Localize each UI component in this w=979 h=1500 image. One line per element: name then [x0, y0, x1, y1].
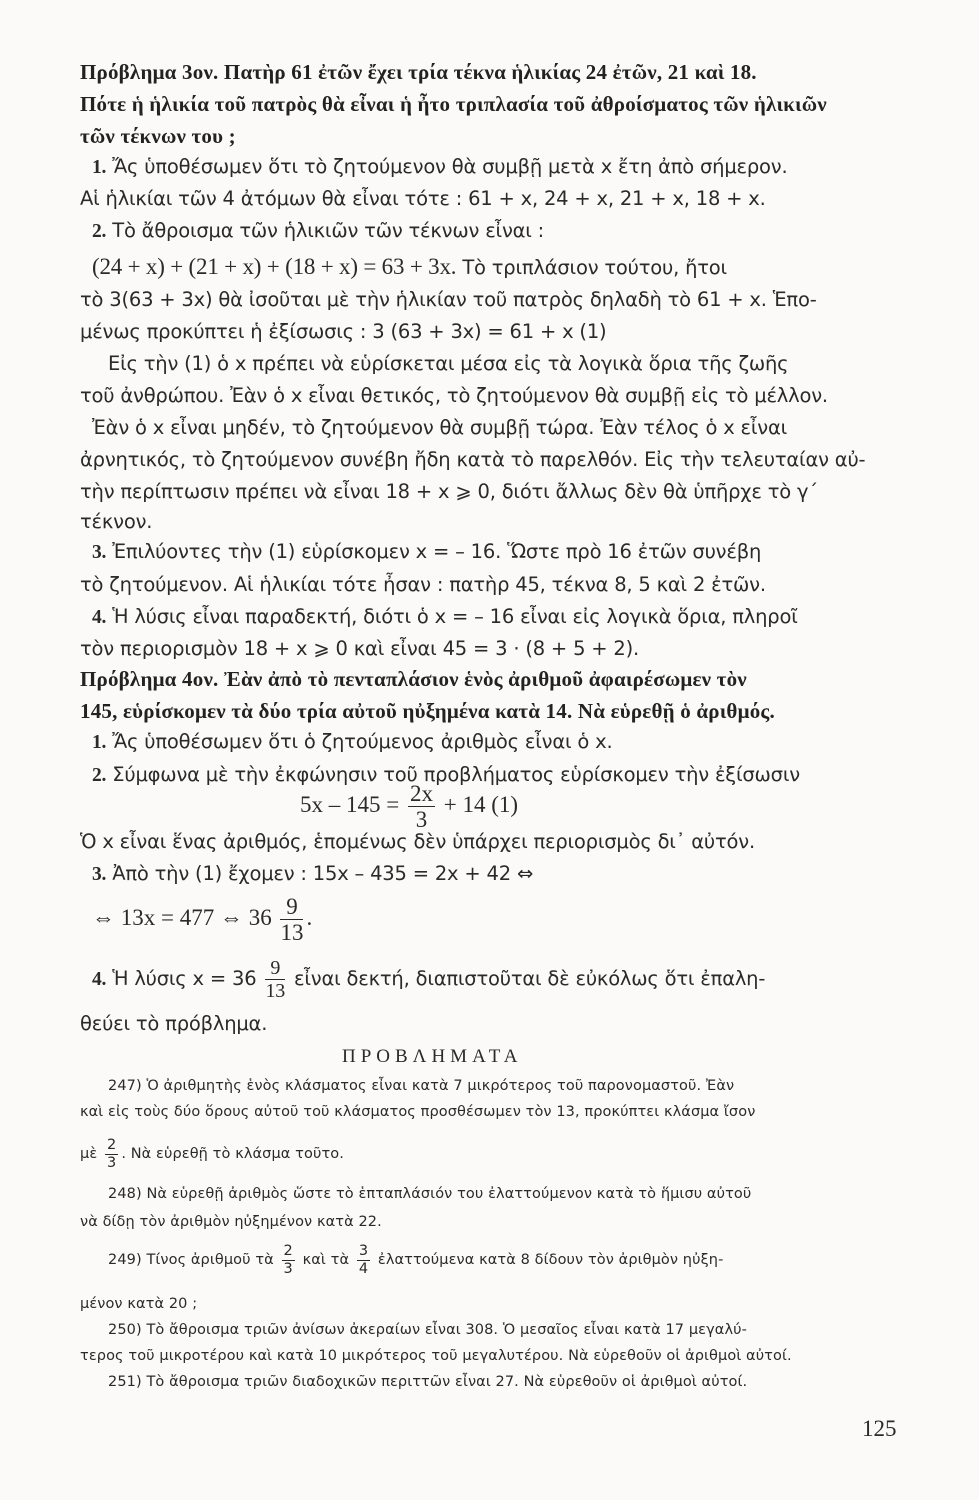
problem4-step4-line2: θεύει τὸ πρόβλημα. — [80, 1012, 268, 1035]
problem4-step2-line2: Ὁ x εἶναι ἕνας ἀριθμός, ἑπομένως δὲν ὑπάρχει περιορισμὸς δι᾽ αὐτόν. — [80, 830, 755, 853]
step-number: 1. — [92, 157, 107, 178]
fraction-numerator: 9 — [280, 895, 303, 920]
exercise-247-line2: καὶ εἰς τοὺς δύο ὅρους αὐτοῦ τοῦ κλάσματος προσθέσωμεν τὸν 13, προκύπτει κλάσμα ἴσον — [80, 1104, 756, 1120]
equation-right: + 14 (1) — [443, 791, 519, 817]
exercise-248-line1: 248) Νὰ εὑρεθῇ ἀριθμὸς ὥστε τὸ ἑπταπλάσιόν του ἐλαττούμενον κατὰ τὸ ἥμισυ αὐτοῦ — [108, 1186, 752, 1202]
problem3-step3-line1 — [92, 540, 761, 564]
problem3-step2-line6: τοῦ ἀνθρώπου. Ἐὰν ὁ x εἶναι θετικός, τὸ ζητούμενον θὰ συμβῇ εἰς τὸ μέλλον. — [80, 384, 828, 407]
exercise-247-line3 — [80, 1138, 344, 1170]
step-number: 4. — [92, 969, 107, 990]
step-text: Ἡ λύσις x = 36 — [112, 967, 257, 990]
fraction — [105, 1138, 118, 1170]
problem4-equation1 — [300, 782, 518, 831]
fraction-denominator: 3 — [415, 807, 428, 832]
problem3-step3-line2: τὸ ζητούμενον. Αἱ ἡλικίαι τότε ἦσαν : πατὴρ 45, τέκνα 8, 5 καὶ 2 ἐτῶν. — [80, 573, 766, 596]
step-number: 4. — [92, 607, 107, 628]
step-number: 2. — [92, 221, 107, 242]
step-text: Τὸ ἄθροισμα τῶν ἡλικιῶν τῶν τέκνων εἶναι : — [112, 219, 545, 242]
step-text: Ἐπιλύοντες τὴν (1) εὑρίσκομεν x = – 16. Ὥστε πρὸ 16 ἐτῶν συνέβη — [112, 540, 762, 563]
fraction-denominator: 4 — [358, 1260, 369, 1277]
problem3-step2-line9: τὴν περίπτωσιν πρέπει νὰ εἶναι 18 + x ⩾ 0, διότι ἄλλως δὲν θὰ ὑπῆρχε τὸ γ΄ — [80, 480, 818, 503]
fraction-denominator: 3 — [283, 1260, 293, 1277]
page-number: 125 — [862, 1416, 897, 1441]
problem4-step4-line1 — [92, 958, 765, 1001]
fraction-denominator: 3 — [106, 1154, 117, 1171]
equation-left: ⇔ 13x = 477 ⇔ 36 — [92, 904, 272, 930]
step-text: Ἡ λύσις εἶναι παραδεκτή, διότι ὁ x = – 16 εἶναι εἰς λογικὰ ὅρια, πληροῖ — [112, 605, 798, 628]
equation-left: 5x – 145 = — [300, 791, 400, 817]
exercise-text: 249) Τίνος ἀριθμοῦ τὰ — [108, 1252, 274, 1268]
fraction — [282, 1244, 295, 1276]
exercise-250-line1: 250) Τὸ ἄθροισμα τριῶν ἀνίσων ἀκεραίων εἶναι 308. Ὁ μεσαῖος εἶναι κατὰ 17 μεγαλύ- — [108, 1322, 747, 1338]
equation-end: . — [306, 904, 313, 930]
fraction — [280, 895, 303, 944]
exercises-heading: ΠΡΟΒΛΗΜΑΤΑ — [342, 1046, 523, 1067]
problem3-step1-line1 — [92, 155, 787, 179]
problem4-equation2 — [92, 895, 312, 944]
problem4-step1-line1 — [92, 730, 612, 754]
exercise-250-line2: τερος τοῦ μικροτέρου καὶ κατὰ 10 μικρότερος τοῦ μεγαλυτέρου. Νὰ εὑρεθοῦν οἱ ἀριθμοὶ αὐτοί. — [80, 1348, 792, 1364]
step-number: 2. — [92, 765, 107, 786]
problem3-step2-line4: μένως προκύπτει ἡ ἐξίσωσις : 3 (63 + 3x) = 61 + x (1) — [80, 320, 607, 343]
problem3-step2-line5: Εἰς τὴν (1) ὁ x πρέπει νὰ εὑρίσκεται μέσα εἰς τὰ λογικὰ ὅρια τῆς ζωῆς — [108, 352, 789, 375]
fraction-numerator: 2 — [283, 1243, 293, 1259]
step-text: εἶναι δεκτή, διαπιστοῦται δὲ εὐκόλως ὅτι ἐπαλη- — [294, 967, 766, 990]
exercise-text: μὲ — [80, 1146, 98, 1162]
problem4-title-line2: 145, εὑρίσκομεν τὰ δύο τρία αὐτοῦ ηὐξημένα κατὰ 14. Νὰ εὑρεθῇ ὁ ἀριθμός. — [80, 699, 775, 723]
fraction-denominator: 13 — [265, 980, 286, 1002]
step-text: Ἀπὸ τὴν (1) ἔχομεν : 15x – 435 = 2x + 42 ⇔ — [112, 862, 534, 885]
exercise-text: καὶ τὰ — [302, 1252, 350, 1268]
problem3-step2-line1 — [92, 219, 544, 243]
step-text: Σύμφωνα μὲ τὴν ἐκφώνησιν τοῦ προβλήματος εὑρίσκομεν τὴν ἐξίσωσιν — [112, 763, 800, 786]
problem3-step2-line3: τὸ 3(63 + 3x) θὰ ἰσοῦται μὲ τὴν ἡλικίαν τοῦ πατρὸς δηλαδὴ τὸ 61 + x. Ἑπο- — [80, 288, 817, 311]
step-text: Ἄς ὑποθέσωμεν ὅτι ὁ ζητούμενος ἀριθμὸς εἶναι ὁ x. — [112, 730, 613, 753]
fraction-numerator: 9 — [265, 958, 285, 980]
fraction — [357, 1244, 370, 1276]
step-number: 1. — [92, 732, 107, 753]
fraction — [265, 958, 285, 1001]
problem3-step2-line7: Ἐὰν ὁ x εἶναι μηδέν, τὸ ζητούμενον θὰ συμβῇ τώρα. Ἐὰν τέλος ὁ x εἶναι — [92, 416, 788, 439]
exercise-text: . Νὰ εὑρεθῇ τὸ κλάσμα τοῦτο. — [121, 1146, 344, 1162]
step-number: 3. — [92, 542, 107, 563]
exercise-251-line1: 251) Τὸ ἄθροισμα τριῶν διαδοχικῶν περιττῶν εἶναι 27. Νὰ εὑρεθοῦν οἱ ἀριθμοὶ αὐτοί. — [108, 1374, 748, 1390]
step-text: Ἄς ὑποθέσωμεν ὅτι τὸ ζητούμενον θὰ συμβῇ μετὰ x ἔτη ἀπὸ σήμερον. — [112, 155, 788, 178]
problem3-step4-line2: τὸν περιορισμὸν 18 + x ⩾ 0 καὶ εἶναι 45 = 3 · (8 + 5 + 2). — [80, 637, 640, 660]
problem3-title-line2: Πότε ἡ ἡλικία τοῦ πατρὸς θὰ εἶναι ἡ ἦτο τριπλασία τοῦ ἀθροίσματος τῶν ἡλικιῶν — [80, 92, 827, 116]
fraction-numerator: 3 — [358, 1243, 369, 1259]
fraction-denominator: 13 — [280, 920, 304, 945]
exercise-249-line2: μένον κατὰ 20 ; — [80, 1296, 198, 1312]
fraction — [408, 782, 435, 831]
step-text: Τὸ τριπλάσιον τούτου, ἤτοι — [462, 256, 727, 279]
problem4-step3-line1 — [92, 862, 533, 886]
exercise-text: ἐλαττούμενα κατὰ 8 δίδουν τὸν ἀριθμὸν ηὐξη- — [377, 1252, 724, 1268]
problem3-step1-line2: Αἱ ἡλικίαι τῶν 4 ἀτόμων θὰ εἶναι τότε : 61 + x, 24 + x, 21 + x, 18 + x. — [80, 187, 766, 210]
problem3-step2-line2 — [92, 254, 727, 280]
problem3-step2-line8: ἀρνητικός, τὸ ζητούμενον συνέβη ἤδη κατὰ τὸ παρελθόν. Εἰς τὴν τελευταίαν αὐ- — [80, 448, 866, 471]
exercise-247-line1: 247) Ὁ ἀριθμητὴς ἑνὸς κλάσματος εἶναι κατὰ 7 μικρότερος τοῦ παρονομαστοῦ. Ἐὰν — [108, 1078, 735, 1094]
problem3-step4-line1 — [92, 605, 798, 629]
fraction-numerator: 2 — [106, 1137, 117, 1153]
problem3-title-line3: τῶν τέκνων του ; — [80, 124, 236, 148]
equation-sum: (24 + x) + (21 + x) + (18 + x) = 63 + 3x. — [92, 254, 457, 279]
step-number: 3. — [92, 864, 107, 885]
problem4-title-line1: Πρόβλημα 4ον. Ἐὰν ἀπὸ τὸ πενταπλάσιον ἑνὸς ἀριθμοῦ ἀφαιρέσωμεν τὸν — [80, 667, 747, 691]
exercise-248-line2: νὰ δίδῃ τὸν ἀριθμὸν ηὐξημένον κατὰ 22. — [80, 1214, 382, 1230]
fraction-numerator: 2x — [409, 781, 433, 806]
problem3-step2-line10: τέκνον. — [80, 510, 153, 533]
problem3-title-line1: Πρόβλημα 3ον. Πατὴρ 61 ἐτῶν ἔχει τρία τέκνα ἡλικίας 24 ἐτῶν, 21 καὶ 18. — [80, 60, 757, 84]
exercise-249-line1 — [108, 1244, 723, 1276]
